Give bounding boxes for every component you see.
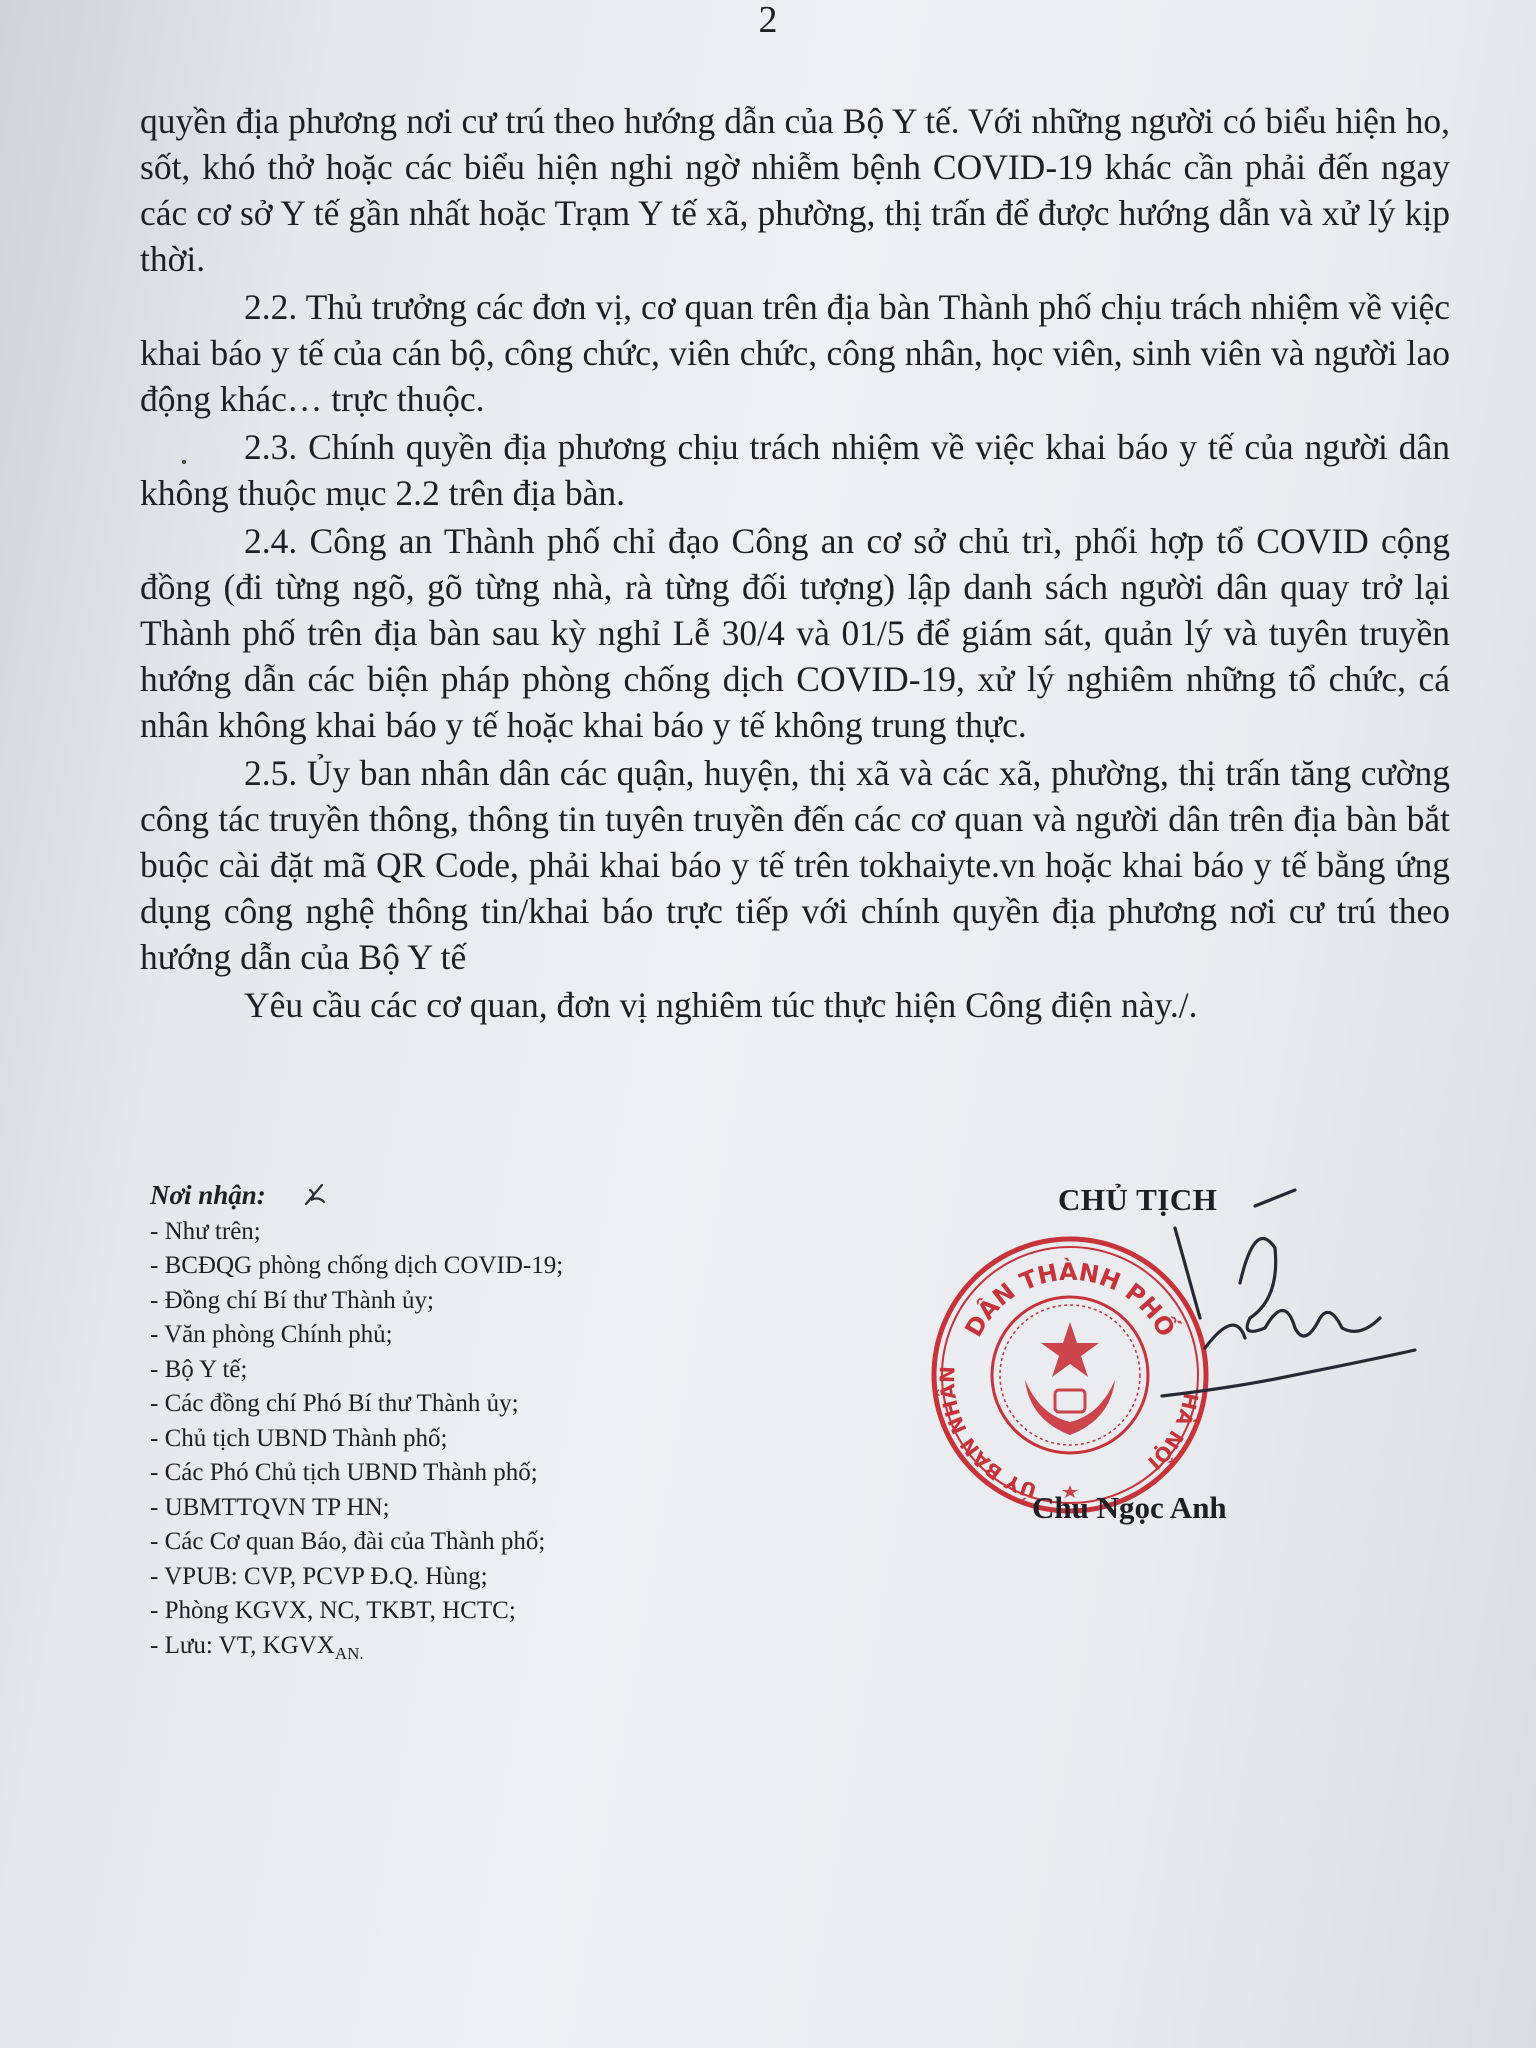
recipient-item: - VPUB: CVP, PCVP Đ.Q. Hùng; [150, 1562, 488, 1590]
recipients-heading-text: Nơi nhận: [150, 1180, 266, 1210]
page-number: 2 [758, 0, 778, 41]
recipient-item: - BCĐQG phòng chống dịch COVID-19; [150, 1252, 564, 1279]
recipient-item: - Các đồng chí Phó Bí thư Thành ủy; [150, 1390, 519, 1417]
signer-name: Chu Ngọc Anh [1032, 1490, 1227, 1525]
signer-title-text: CHỦ TỊCH [1058, 1182, 1218, 1217]
recipient-item: - Đồng chí Bí thư Thành ủy; [150, 1286, 434, 1314]
initial-mark-icon [302, 1182, 328, 1208]
recipient-item: - Chủ tịch UBND Thành phố; [150, 1424, 448, 1452]
closing-request: Yêu cầu các cơ quan, đơn vị nghiêm túc thực hiện Công điện này./. [244, 985, 1198, 1025]
recipient-item: - Các Cơ quan Báo, đài của Thành phố; [150, 1528, 546, 1555]
seal-left-text: ỦY BAN NHÂN [935, 1365, 1040, 1504]
body-paragraph: quyền địa phương nơi cư trú theo hướng dẫn của Bộ Y tế. Với những người có biểu hiện ho, sốt, khó thở hoặc các biểu hiện nghi ngờ nhiễm bệnh COVID-19 khác cần phải đến ngay các cơ sở Y tế gần nhất hoặc Trạm Y tế xã, phường, thị trấn để được hướng dẫn và xử lý kịp thời. [140, 101, 1450, 279]
handwritten-signature-icon [1080, 1188, 1440, 1508]
recipients-heading [150, 1178, 266, 1213]
recipient-item: - Các Phó Chủ tịch UBND Thành phố; [150, 1459, 538, 1486]
recipient-item: - UBMTTQVN TP HN; [150, 1493, 390, 1521]
recipients-list [150, 1215, 870, 1672]
recipient-item: - Văn phòng Chính phủ; [150, 1321, 393, 1348]
archive-label: - Lưu: VT, KGVX [150, 1631, 335, 1659]
ink-speck [182, 460, 186, 464]
recipients-block [150, 1178, 870, 1671]
recipient-item: - Như trên; [150, 1217, 261, 1245]
archive-subscript: AN. [334, 1643, 364, 1663]
seal-top-text: DÂN THÀNH PHỐ [959, 1257, 1181, 1342]
body-paragraph-2-3: 2.3. Chính quyền địa phương chịu trách nhiệm về việc khai báo y tế của người dân không thuộc mục 2.2 trên địa bàn. [140, 427, 1450, 513]
recipient-item: - Phòng KGVX, NC, TKBT, HCTC; [150, 1597, 516, 1624]
body-paragraph-2-5: 2.5. Ủy ban nhân dân các quận, huyện, thị xã và các xã, phường, thị trấn tăng cường công tác truyền thông, thông tin tuyên truyền đến các cơ quan và người dân trên địa bàn bắt buộc cài đặt mã QR Code, phải khai báo y tế trên tokhaiyte.vn hoặc khai báo y tế bằng ứng dụng công nghệ thông tin/khai báo trực tiếp với chính quyền địa phương nơi cư trú theo hướng dẫn của Bộ Y tế [140, 753, 1450, 977]
recipient-item-archive [150, 1629, 870, 1672]
body-paragraph-2-2: 2.2. Thủ trưởng các đơn vị, cơ quan trên địa bàn Thành phố chịu trách nhiệm về việc khai báo y tế của cán bộ, công chức, viên chức, công nhân, học viên, sinh viên và người lao động khác… trực thuộc. [140, 287, 1450, 419]
recipient-item: - Bộ Y tế; [150, 1355, 248, 1383]
document-body [140, 98, 1450, 1030]
body-paragraph-2-4: 2.4. Công an Thành phố chỉ đạo Công an cơ sở chủ trì, phối hợp tổ COVID cộng đồng (đi từng ngõ, gõ từng nhà, rà từng đối tượng) lập danh sách người dân quay trở lại Thành phố trên địa bàn sau kỳ nghỉ Lễ 30/4 và 01/5 để giám sát, quản lý và tuyên truyền hướng dẫn các biện pháp phòng chống dịch COVID-19, xử lý nghiêm những tổ chức, cá nhân không khai báo y tế hoặc khai báo y tế không trung thực. [140, 521, 1450, 745]
seal-right-text: HÀ NỘI [1143, 1390, 1204, 1475]
